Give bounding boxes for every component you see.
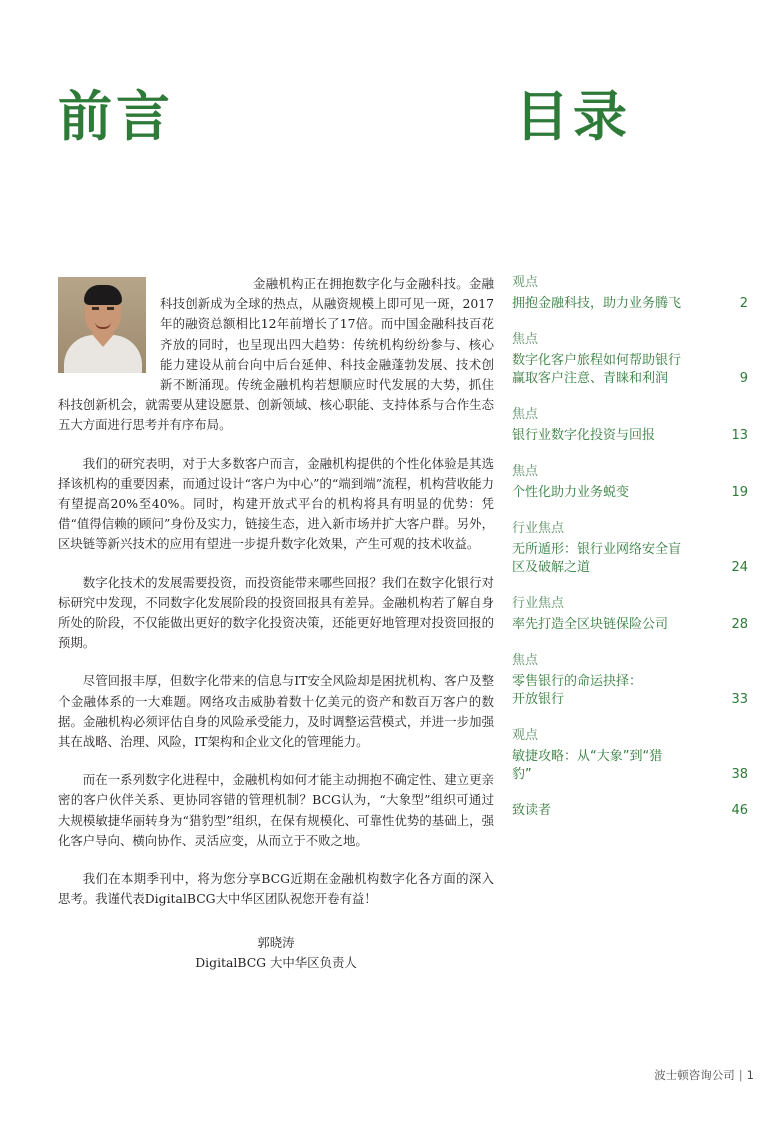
- foreword-paragraph: 金融机构正在拥抱数字化与金融科技。金融科技创新成为全球的热点，从融资规模上即可见一斑，2017年的融资总额相比12年前增长了17倍。而中国金融科技百花齐放的同时，也呈现出四大趋势：传统机构纷纷参与、核心能力建设从前台向中后台延伸、科技金融蓬勃发展、技术创新不断涌现。传统金融机构若想顺应时代发展的大势，抓住科技创新机会，就需要从建设愿景、创新领域、核心职能、支持体系与合作生态五大方面进行思考并有序布局。: [58, 276, 494, 433]
- toc-page-number: 46: [731, 803, 748, 818]
- toc-line: [512, 802, 748, 820]
- toc-page-number: 33: [731, 692, 748, 707]
- toc-title: 开放银行: [512, 692, 565, 707]
- toc-page-number: 2: [739, 296, 748, 311]
- toc-line: [512, 766, 748, 784]
- toc-page-number: 13: [731, 428, 748, 443]
- toc-line: [512, 541, 748, 559]
- foreword-paragraph: 而在一系列数字化进程中，金融机构如何才能主动拥抱不确定性、建立更亲密的客户伙伴关系、更协同容错的管理机制？BCG认为，“大象型”组织可通过大规模敏捷华丽转身为“猎豹型”组织，在保有规模化、可靠性优势的基础上，强化客户导向、横向协作、灵活应变，从而立于不败之地。: [58, 772, 494, 848]
- signature-name: 郭晓涛: [257, 935, 295, 951]
- author-photo: [58, 277, 146, 373]
- toc-title: 零售银行的命运抉择：: [512, 674, 643, 689]
- toc-entry[interactable]: [512, 520, 748, 577]
- toc-line: [512, 370, 748, 388]
- page-number: 1: [746, 1068, 754, 1082]
- toc-page-number: 28: [731, 617, 748, 632]
- toc-title: 数字化客户旅程如何帮助银行: [512, 353, 682, 368]
- toc-entry[interactable]: [512, 652, 748, 709]
- toc-entry[interactable]: [512, 595, 748, 634]
- foreword-paragraph: 数字化技术的发展需要投资，而投资能带来哪些回报？我们在数字化银行对标研究中发现，不同数字化发展阶段的投资回报具有差异。金融机构若了解自身所处的阶段，不仅能做出更好的数字化投资决策，还能更好地管理对投资回报的预期。: [58, 574, 494, 651]
- toc-entry[interactable]: [512, 331, 748, 388]
- toc-entry[interactable]: [512, 802, 748, 820]
- toc-entry[interactable]: [512, 274, 748, 313]
- toc-entry[interactable]: [512, 406, 748, 445]
- toc-category: 焦点: [512, 653, 539, 668]
- foreword-paragraph: 我们在本期季刊中，将为您分享BCG近期在金融机构数字化各方面的深入思考。我谨代表DigitalBCG大中华区团队祝您开卷有益！: [58, 871, 494, 907]
- toc-category: 行业焦点: [512, 521, 565, 536]
- toc-title: 豹”: [512, 767, 532, 782]
- toc-title: 率先打造全区块链保险公司: [512, 617, 669, 632]
- toc-line: [512, 616, 748, 634]
- toc-line: [512, 673, 748, 691]
- toc-entry[interactable]: [512, 727, 748, 784]
- toc-title: 个性化助力业务蜕变: [512, 485, 630, 500]
- foreword-heading: 前言: [58, 84, 174, 148]
- toc-line: [512, 352, 748, 370]
- toc-line: [512, 295, 748, 313]
- toc-title: 拥抱金融科技，助力业务腾飞: [512, 296, 682, 311]
- toc-category: 焦点: [512, 464, 539, 479]
- toc-category: 焦点: [512, 332, 539, 347]
- toc-line: [512, 559, 748, 577]
- toc-title: 无所遁形：银行业网络安全盲: [512, 542, 682, 557]
- toc-line: [512, 427, 748, 445]
- toc-title: 赢取客户注意、青睐和利润: [512, 371, 669, 386]
- toc-title: 敏捷攻略：从“大象”到“猎: [512, 749, 663, 764]
- toc-entry[interactable]: [512, 463, 748, 502]
- foreword-paragraph: 尽管回报丰厚，但数字化带来的信息与IT安全风险却是困扰机构、客户及整个金融体系的一大难题。网络攻击威胁着数十亿美元的资产和数百万客户的数据。金融机构必须评估自身的风险承受能力，及时调整运营模式，并进一步加强其在战略、治理、风险，IT架构和企业文化的管理能力。: [58, 673, 494, 750]
- toc-page-number: 9: [739, 371, 748, 386]
- table-of-contents: [512, 274, 748, 838]
- toc-page-number: 24: [731, 560, 748, 575]
- toc-page-number: 19: [731, 485, 748, 500]
- toc-category: 焦点: [512, 407, 539, 422]
- signature: [58, 933, 494, 973]
- toc-category: 行业焦点: [512, 596, 565, 611]
- footer-separator: |: [738, 1068, 743, 1082]
- toc-page-number: 38: [731, 767, 748, 782]
- toc-title: 区及破解之道: [512, 560, 591, 575]
- contents-heading: 目录: [515, 84, 631, 148]
- page-footer: [654, 1067, 754, 1083]
- toc-category: 观点: [512, 275, 539, 290]
- toc-title: 银行业数字化投资与回报: [512, 428, 656, 443]
- toc-line: [512, 748, 748, 766]
- toc-line: [512, 484, 748, 502]
- toc-line: [512, 691, 748, 709]
- foreword-paragraph: 我们的研究表明，对于大多数客户而言，金融机构提供的个性化体验是其选择该机构的重要因素，而通过设计“客户为中心”的“端到端”流程，机构营收能力有望提高20%至40%。同时，构建开放式平台的机构将具有明显的优势：凭借“值得信赖的顾问”身份及实力，链接生态，进入新市场并扩大客户群。另外，区块链等新兴技术的应用有望进一步提升数字化效果，产生可观的技术收益。: [58, 455, 494, 552]
- foreword-body: [58, 274, 494, 973]
- toc-title: 致读者: [512, 803, 552, 818]
- signature-title: DigitalBCG 大中华区负责人: [195, 955, 357, 971]
- toc-category: 观点: [512, 728, 539, 743]
- footer-company: 波士顿咨询公司: [654, 1068, 735, 1082]
